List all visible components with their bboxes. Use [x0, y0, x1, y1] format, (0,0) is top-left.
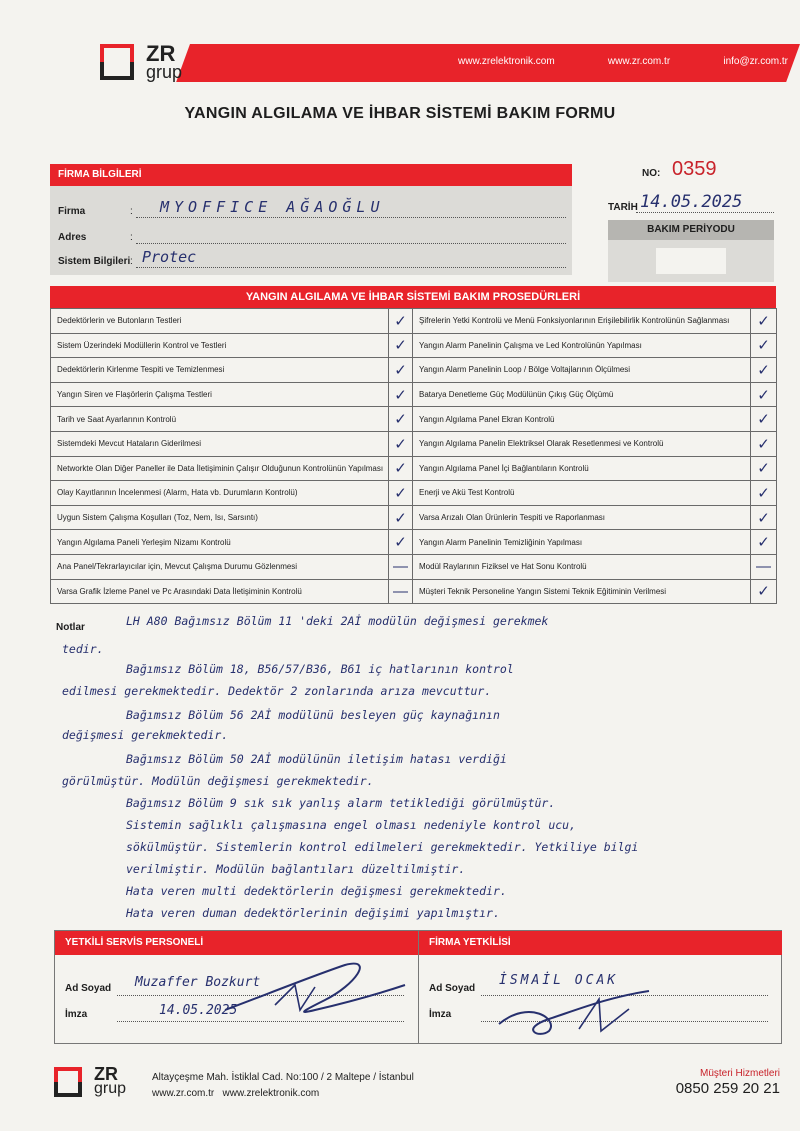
firma-label: Firma — [58, 206, 86, 217]
procedure-left-label: Yangın Siren ve Flaşörlerin Çalışma Testleri — [51, 382, 389, 407]
procedure-row — [51, 481, 777, 506]
sistem-value[interactable]: Protec — [142, 248, 197, 266]
note-line: tedir. — [62, 642, 104, 656]
procedure-left-label: Yangın Algılama Paneli Yerleşim Nizamı Kontrolü — [51, 530, 389, 555]
note-line: edilmesi gerekmektedir. Dedektör 2 zonlarında arıza mevcuttur. — [62, 684, 492, 698]
procedure-row — [51, 554, 777, 579]
procedure-left-check[interactable]: ✓ — [389, 431, 413, 456]
procedure-right-label: Yangın Alarm Panelinin Çalışma ve Led Kontrolünün Yapılması — [413, 333, 751, 358]
procedure-left-check[interactable]: — — [389, 579, 413, 604]
note-line: Bağımsız Bölüm 18, B56/57/B36, B61 iç hatlarının kontrol — [126, 662, 514, 676]
procedure-left-label: Olay Kayıtlarının İncelenmesi (Alarm, Hata vb. Durumların Kontrolü) — [51, 481, 389, 506]
procedure-row — [51, 431, 777, 456]
note-line: LH A80 Bağımsız Bölüm 11 'deki 2Aİ modülün değişmesi gerekmek — [126, 614, 549, 628]
procedure-left-check[interactable]: ✓ — [389, 333, 413, 358]
procedure-right-label: Yangın Alarm Panelinin Loop / Bölge Voltajlarının Ölçülmesi — [413, 358, 751, 383]
yetkili-adsoyad-value[interactable]: İSMAİL OCAK — [499, 973, 619, 988]
servis-adsoyad-label: Ad Soyad — [65, 983, 112, 994]
procedure-row — [51, 333, 777, 358]
procedure-row — [51, 456, 777, 481]
servis-personeli — [55, 931, 418, 1043]
link-zr[interactable]: www.zr.com.tr — [607, 56, 671, 67]
procedure-right-check[interactable]: ✓ — [751, 505, 777, 530]
procedure-right-label: Yangın Algılama Panel Ekran Kontrolü — [413, 407, 751, 432]
procedure-right-check[interactable]: ✓ — [751, 382, 777, 407]
note-line: Sistemin sağlıklı çalışmasına engel olması nedeniyle kontrol ucu, — [126, 818, 577, 832]
firma-yetkilisi — [418, 931, 782, 1043]
procedure-right-check[interactable]: ✓ — [751, 530, 777, 555]
firma-heading: FİRMA BİLGİLERİ — [50, 164, 572, 186]
no-value: 0359 — [672, 158, 717, 180]
procedure-left-check[interactable]: — — [389, 554, 413, 579]
procedure-left-check[interactable]: ✓ — [389, 407, 413, 432]
procedure-right-label: Enerji ve Akü Test Kontrolü — [413, 481, 751, 506]
periyod-label: BAKIM PERİYODU — [608, 220, 774, 240]
yetkili-imza-label: İmza — [429, 1009, 452, 1020]
procedure-right-check[interactable]: ✓ — [751, 333, 777, 358]
note-line: Hata veren multi dedektörlerin değişmesi gerekmektedir. — [126, 884, 507, 898]
tarih-value[interactable]: 14.05.2025 — [640, 192, 743, 212]
footer-logo — [54, 1066, 126, 1097]
logo-mark-icon — [100, 44, 140, 80]
note-line: Hata veren duman dedektörlerinin değişimi yapılmıştır. — [126, 906, 500, 920]
procedure-right-label: Batarya Denetleme Güç Modülünün Çıkış Güç Ölçümü — [413, 382, 751, 407]
procedure-left-label: Sistem Üzerindeki Modüllerin Kontrol ve Testleri — [51, 333, 389, 358]
footer-logo-main: ZR — [94, 1064, 118, 1084]
procedure-left-check[interactable]: ✓ — [389, 481, 413, 506]
yetkili-heading: FİRMA YETKİLİSİ — [419, 931, 782, 955]
yetkili-signature-icon — [489, 979, 689, 1039]
logo — [100, 41, 183, 82]
procedure-left-check[interactable]: ✓ — [389, 358, 413, 383]
procedure-row — [51, 530, 777, 555]
servis-imza-label: İmza — [65, 1009, 88, 1020]
signature-section — [54, 930, 782, 1044]
procedure-left-label: Networkte Olan Diğer Paneller ile Data İletişiminin Çalışır Olduğunun Kontrolünün Yapılması — [51, 456, 389, 481]
yetkili-adsoyad-label: Ad Soyad — [429, 983, 476, 994]
procedure-left-label: Ana Panel/Tekrarlayıcılar için, Mevcut Çalışma Durumu Gözlenmesi — [51, 554, 389, 579]
procedure-row — [51, 579, 777, 604]
note-line: Bağımsız Bölüm 9 sık sık yanlış alarm tetiklediği görülmüştür. — [126, 796, 556, 810]
logo-sub: grup — [146, 61, 183, 82]
procedures-table — [50, 286, 776, 604]
firma-info-box: FİRMA BİLGİLERİ Firma : MYOFFICE AĞAOĞLU Adres : Sistem Bilgileri : Protec — [50, 164, 572, 275]
procedures-heading: YANGIN ALGILAMA VE İHBAR SİSTEMİ BAKIM PROSEDÜRLERİ — [50, 286, 776, 308]
link-zrelektronik[interactable]: www.zrelektronik.com — [458, 56, 555, 67]
procedure-right-label: Yangın Alarm Panelinin Temizliğinin Yapılması — [413, 530, 751, 555]
tarih-label: TARİH — [608, 202, 638, 213]
procedure-left-check[interactable]: ✓ — [389, 505, 413, 530]
procedure-right-label: Varsa Arızalı Olan Ürünlerin Tespiti ve Raporlanması — [413, 505, 751, 530]
procedure-left-label: Dedektörlerin ve Butonların Testleri — [51, 309, 389, 334]
procedure-row — [51, 358, 777, 383]
procedure-row — [51, 382, 777, 407]
link-email[interactable]: info@zr.com.tr — [723, 56, 788, 67]
header-links — [458, 56, 788, 67]
procedure-right-check[interactable]: ✓ — [751, 431, 777, 456]
procedure-row — [51, 309, 777, 334]
procedure-right-check[interactable]: ✓ — [751, 309, 777, 334]
footer-web[interactable]: www.zr.com.tr www.zrelektronik.com — [152, 1088, 320, 1099]
procedure-right-label: Müşteri Teknik Personeline Yangın Sistemi Teknik Eğitiminin Verilmesi — [413, 579, 751, 604]
adres-label: Adres — [58, 232, 87, 243]
procedure-row — [51, 505, 777, 530]
procedure-right-check[interactable]: ✓ — [751, 481, 777, 506]
sistem-label: Sistem Bilgileri — [58, 256, 131, 267]
procedure-left-check[interactable]: ✓ — [389, 309, 413, 334]
form-title: YANGIN ALGILAMA VE İHBAR SİSTEMİ BAKIM FORMU — [184, 105, 616, 122]
procedure-right-label: Modül Raylarının Fiziksel ve Hat Sonu Kontrolü — [413, 554, 751, 579]
note-line: görülmüştür. Modülün değişmesi gerekmektedir. — [62, 774, 374, 788]
procedure-right-label: Yangın Algılama Panel İçi Bağlantıların Kontrolü — [413, 456, 751, 481]
servis-heading: YETKİLİ SERVİS PERSONELİ — [55, 931, 418, 955]
footer-logo-mark-icon — [54, 1067, 88, 1097]
servis-imza-date[interactable]: 14.05.2025 — [159, 1003, 238, 1018]
footer-logo-sub: grup — [94, 1080, 127, 1098]
procedure-left-label: Sistemdeki Mevcut Hataların Giderilmesi — [51, 431, 389, 456]
procedure-right-label: Yangın Algılama Panelin Elektriksel Olarak Resetlenmesi ve Kontrolü — [413, 431, 751, 456]
procedure-left-label: Varsa Grafik İzleme Panel ve Pc Arasındaki Data İletişiminin Kontrolü — [51, 579, 389, 604]
procedure-right-check[interactable]: ✓ — [751, 579, 777, 604]
note-line: verilmiştir. Modülün bağlantıları düzeltilmiştir. — [126, 862, 466, 876]
procedure-left-check[interactable]: ✓ — [389, 456, 413, 481]
procedure-left-label: Dedektörlerin Kirlenme Tespiti ve Temizlenmesi — [51, 358, 389, 383]
procedure-row — [51, 407, 777, 432]
procedure-right-check[interactable]: — — [751, 554, 777, 579]
procedure-right-label: Şifrelerin Yetki Kontrolü ve Menü Fonksiyonlarının Erişilebilirlik Kontrolünün Sağlanması — [413, 309, 751, 334]
procedure-left-check[interactable]: ✓ — [389, 382, 413, 407]
logo-main: ZR — [146, 41, 176, 67]
note-line: Bağımsız Bölüm 50 2Aİ modülünün iletişim hatası verdiği — [126, 752, 507, 766]
musteri-phone[interactable]: 0850 259 20 21 — [675, 1080, 780, 1097]
procedure-left-label: Uygun Sistem Çalışma Koşulları (Toz, Nem, Isı, Sarsıntı) — [51, 505, 389, 530]
servis-adsoyad-value[interactable]: Muzaffer Bozkurt — [135, 975, 261, 990]
firma-value[interactable]: MYOFFICE AĞAOĞLU — [160, 198, 385, 216]
bakim-periyodu-box — [608, 220, 774, 282]
procedure-right-check[interactable]: ✓ — [751, 407, 777, 432]
procedure-right-check[interactable]: ✓ — [751, 456, 777, 481]
note-line: sökülmüştür. Sistemlerin kontrol edilmeleri gerekmektedir. Yetkiliye bilgi — [126, 840, 639, 854]
note-line: değişmesi gerekmektedir. — [62, 728, 229, 742]
procedure-right-check[interactable]: ✓ — [751, 358, 777, 383]
note-line: Bağımsız Bölüm 56 2Aİ modülünü besleyen güç kaynağının — [126, 708, 500, 722]
procedure-left-label: Tarih ve Saat Ayarlarının Kontrolü — [51, 407, 389, 432]
musteri-hizmetleri-label: Müşteri Hizmetleri — [699, 1068, 780, 1079]
no-label: NO: — [642, 168, 661, 179]
footer-address: Altayçeşme Mah. İstiklal Cad. No:100 / 2 Maltepe / İstanbul — [152, 1072, 414, 1083]
notlar-label: Notlar — [56, 622, 85, 633]
servis-signature-icon — [205, 955, 415, 1025]
periyod-input[interactable] — [656, 248, 726, 274]
procedure-left-check[interactable]: ✓ — [389, 530, 413, 555]
